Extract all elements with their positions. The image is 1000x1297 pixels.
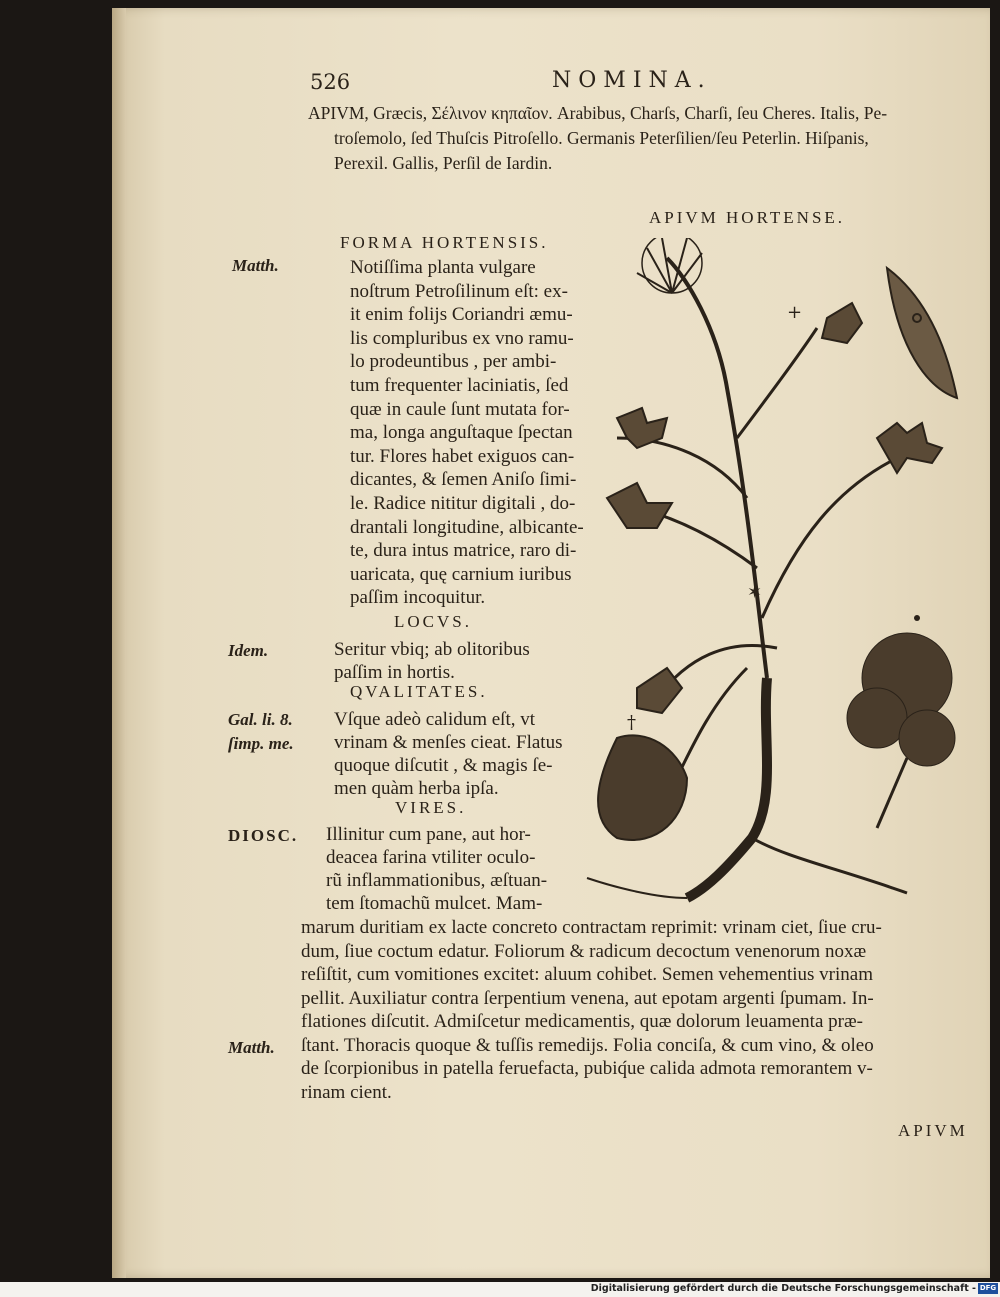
forma-line-13: te, dura intus matrice, raro di- (350, 540, 577, 562)
vires-wide-line-6: ſtant. Thoracis quoque & tuſſis remedijs. Folia conciſa, & cum vino, & oleo (301, 1034, 874, 1056)
forma-line-7: quæ in caule ſunt mutata for- (350, 398, 570, 420)
intro-line-2: troſemolo, ſed Thuſcis Pitroſello. Germanis Peterſilien/ſeu Peterlin. Hiſpanis, (334, 128, 869, 148)
forma-heading: FORMA HORTENSIS. (340, 233, 549, 252)
margin-note-galen-2: ſimp. me. (228, 734, 294, 753)
qualitates-heading: QVALITATES. (350, 682, 488, 701)
intro-line-3: Perexil. Gallis, Perſil de Iardin. (334, 153, 553, 173)
vires-wide-line-2: dum, ſiue coctum edatur. Foliorum & radicum decoctum venenorum noxæ (301, 940, 867, 962)
vires-narrow-line-1: Illinitur cum pane, aut hor- (326, 824, 531, 845)
svg-text:✶: ✶ (747, 582, 763, 603)
forma-line-11: le. Radice nititur digitali , do- (350, 493, 576, 514)
margin-note-idem: Idem. (228, 641, 269, 660)
locus-heading: LOCVS. (394, 612, 472, 631)
vires-wide-line-8: rinam cient. (301, 1081, 392, 1103)
forma-line-6: tum frequenter laciniatis, ſed (350, 375, 569, 396)
book-page (112, 8, 990, 1278)
catchword: APIVM (898, 1121, 968, 1140)
forma-line-14: uaricata, quę carnium iuribus (350, 563, 572, 585)
margin-note-matth: Matth. (232, 256, 279, 275)
intro-line-1: APIVM, Græcis, Σέλινον κηπαῖον. Arabibus, Charſs, Charſi, ſeu Cheres. Italis, Pe- (308, 103, 888, 123)
page-number: 526 (310, 70, 351, 94)
margin-note-matth-2: Matth. (228, 1038, 275, 1057)
vires-heading: VIRES. (395, 798, 467, 817)
digitization-credit: Digitalisierung gefördert durch die Deutsche Forschungsgemeinschaft - (590, 1283, 976, 1294)
forma-line-12: drantali longitudine, albicante- (350, 516, 584, 538)
vires-narrow-line-4: tem ſtomachũ mulcet. Mam- (326, 893, 543, 914)
page-gutter (112, 8, 126, 1278)
qualitates-line-1: Vſque adeò calidum eſt, vt (334, 709, 536, 730)
forma-line-3: it enim folijs Coriandri æmu- (350, 304, 573, 326)
svg-text:+: + (787, 302, 803, 323)
forma-line-4: lis compluribus ex vno ramu- (350, 327, 574, 349)
plant-root (687, 678, 767, 898)
vires-wide-line-5: flationes diſcutit. Admiſcetur medicamentis, quæ dolorum leuamenta præ- (301, 1011, 863, 1032)
vires-narrow-line-2: deacea farina vtiliter oculo- (326, 847, 536, 868)
forma-line-9: tur. Flores habet exiguos can- (350, 445, 575, 467)
plant-title: APIVM HORTENSE. (649, 208, 846, 227)
running-head: NOMINA. (552, 68, 712, 93)
dfg-logo: DFG (979, 1284, 997, 1292)
parsley-woodcut-illustration (577, 238, 977, 908)
forma-line-2: noſtrum Petroſilinum eſt: ex- (350, 280, 568, 302)
forma-line-10: dicantes, & ſemen Aniſo ſimi- (350, 469, 577, 491)
qualitates-line-2: vrinam & menſes cieat. Flatus (334, 732, 563, 753)
margin-note-galen-1: Gal. li. 8. (228, 710, 293, 729)
forma-line-8: ma, longa anguſtaque ſpectan (350, 422, 573, 444)
vires-narrow-line-3: rũ inflammationibus, æſtuan- (326, 870, 548, 891)
svg-text:†: † (627, 712, 636, 733)
vires-wide-line-1: marum duritiam ex lacte concreto contractam reprimit: vrinam ciet, ſiue cru- (301, 917, 882, 938)
qualitates-line-4: men quàm herba ipſa. (334, 778, 499, 799)
locus-line-1: Seritur vbiq; ab olitoribus (334, 639, 530, 660)
forma-line-5: lo prodeuntibus , per ambi- (350, 351, 557, 373)
locus-line-2: paſſim in hortis. (334, 662, 455, 683)
vires-wide-line-4: pellit. Auxiliatur contra ſerpentium venena, aut epotam argenti ſpumam. In- (301, 987, 874, 1009)
qualitates-line-3: quoque diſcutit , & magis ſe- (334, 755, 553, 776)
forma-line-1: Notiſſima planta vulgare (350, 257, 536, 278)
forma-line-15: paſſim incoquitur. (350, 587, 486, 609)
vires-wide-line-3: reſiſtit, cum vomitiones excitet: aluum cohibet. Semen vehementius vrinam (301, 964, 873, 985)
margin-note-diosc: DIOSC. (228, 826, 299, 845)
vires-wide-line-7: de ſcorpionibus in patella feruefacta, pubiq́ue calida admota remorantem v- (301, 1058, 873, 1079)
leaf-cluster (877, 423, 942, 473)
